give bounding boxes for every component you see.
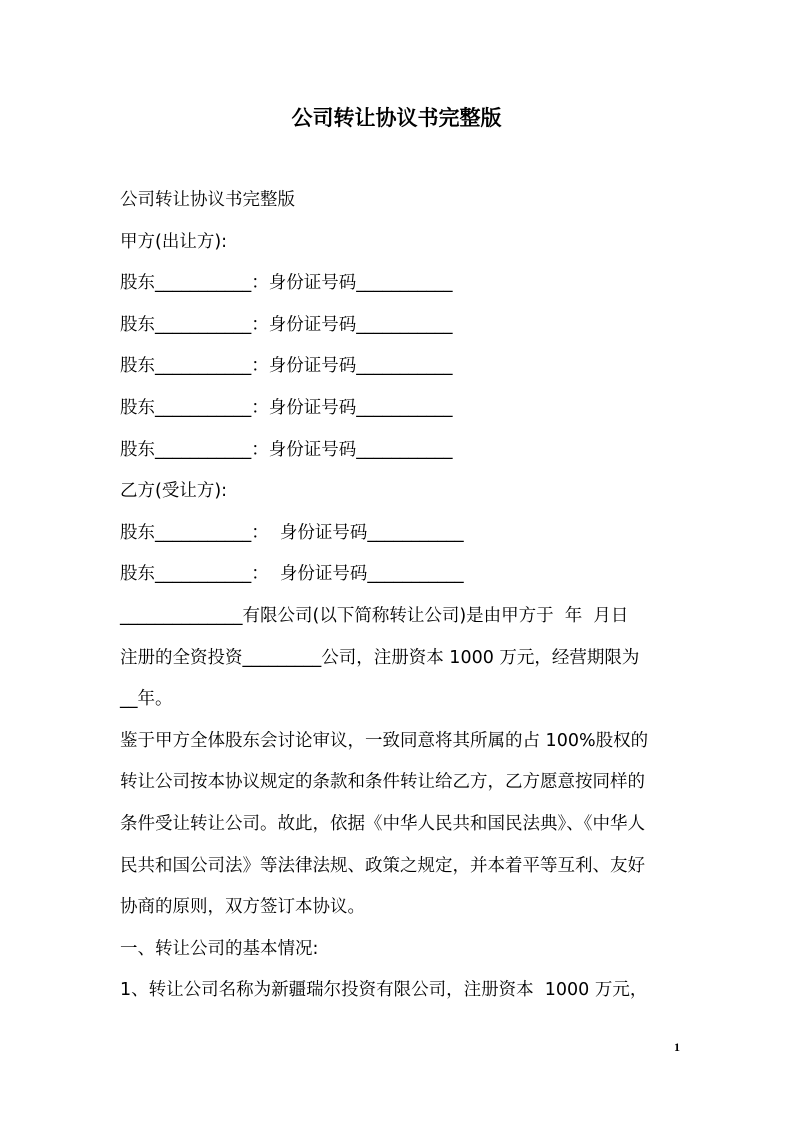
paragraph: 甲方(出让方): bbox=[120, 231, 228, 252]
paragraph: __年。 bbox=[120, 689, 173, 710]
document-body bbox=[120, 180, 676, 1012]
paragraph: 鉴于甲方全体股东会讨论审议，一致同意将其所属的占 100%股权的 bbox=[120, 730, 649, 751]
page-number: 1 bbox=[674, 1040, 680, 1054]
paragraph: 公司转让协议书完整版 bbox=[120, 190, 295, 210]
paragraph: 乙方(受让方): bbox=[120, 481, 228, 502]
paragraph: 股东___________：身份证号码___________ bbox=[120, 397, 453, 418]
paragraph: 协商的原则，双方签订本协议。 bbox=[120, 897, 365, 918]
document-title: 公司转让协议书完整版 bbox=[291, 106, 502, 130]
paragraph: 转让公司按本协议规定的条款和条件转让给乙方，乙方愿意按同样的 bbox=[120, 772, 645, 793]
paragraph: 股东___________： 身份证号码___________ bbox=[120, 522, 464, 543]
paragraph: 1、转让公司名称为新疆瑞尔投资有限公司，注册资本 1000 万元， bbox=[120, 980, 648, 1001]
paragraph: 股东___________：身份证号码___________ bbox=[120, 314, 453, 335]
paragraph: 注册的全资投资_________公司，注册资本 1000 万元，经营期限为 bbox=[120, 647, 640, 668]
paragraph: 条件受让转让公司。故此，依据《中华人民共和国民法典》、《中华人 bbox=[120, 813, 645, 834]
paragraph: 股东___________：身份证号码___________ bbox=[120, 273, 453, 294]
paragraph: 股东___________：身份证号码___________ bbox=[120, 356, 453, 377]
paragraph: 民共和国公司法》等法律法规、政策之规定，并本着平等互利、友好 bbox=[120, 855, 645, 876]
paragraph: 一、转让公司的基本情况: bbox=[120, 938, 319, 959]
paragraph: 股东___________：身份证号码___________ bbox=[120, 439, 453, 460]
paragraph: 股东___________： 身份证号码___________ bbox=[120, 564, 464, 585]
paragraph: ______________有限公司(以下简称转让公司)是由甲方于 年 月日 bbox=[120, 605, 629, 626]
